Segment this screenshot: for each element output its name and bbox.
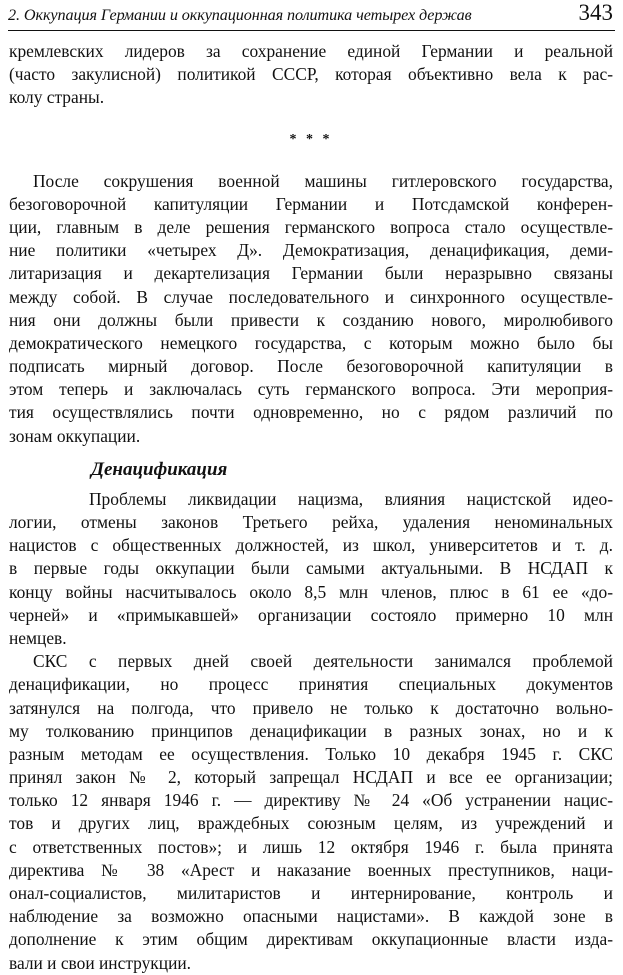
text-line: онал-социалистов, милитаристов и интернирование, контроль и [9,883,613,903]
text-line: логии, отмены законов Третьего рейха, удаления неноминальных [9,512,613,532]
paragraph-politics-four-d [9,170,613,448]
paragraph-denazification-problems [9,488,613,650]
text-line: этом теперь и заключалась суть германского вопроса. Эти мероприя- [9,379,613,400]
section-heading: Денацификация [91,458,228,480]
text-line: концу войны насчитывалось около 8,5 млн членов, плюс в 61 ее «до- [9,581,613,602]
text-line: демократического немецкого государства, с которым можно было бы [9,332,613,353]
text-line: в первые годы оккупации были самыми актуальными. В НСДАП к [9,558,613,579]
text-line: ние политики «четырех Д». Демократизация, денацификация, деми- [9,240,613,261]
text-line: литаризация и декартелизация Германии были неразрывно связаны [9,263,613,284]
text-line: разным методам ее осуществления. Только 10 декабря 1945 г. СКС [9,743,613,764]
text-line: зонам оккупации. [9,425,141,446]
text-line: наблюдение за возможно опасными нацистами». В каждой зоне в [9,906,613,927]
text-line: вали и свои инструкции. [9,952,192,973]
text-line: ции, главным в деле решения германского вопроса стало осуществле- [9,216,613,237]
text-line: с ответственных постов»; и лишь 12 октября 1946 г. была принята [9,836,613,857]
text-line: Проблемы ликвидации нацизма, влияния нацистской идео- [89,488,613,509]
text-line: безоговорочной капитуляции Германии и Потсдамской конферен- [9,193,613,214]
text-line: немцев. [9,627,67,648]
text-line: нацистов с общественных должностей, из школ, университетов и т. д. [9,535,613,556]
text-line: дополнение к этим общим директивам оккупационные власти изда- [9,929,613,950]
text-line: кремлевских лидеров за сохранение единой Германии и реальной [9,41,613,61]
running-title: 2. Оккупация Германии и оккупационная политика четырех держав [8,6,472,24]
text-line: принял закон № 2, который запрещал НСДАП и все ее организации; [9,767,613,788]
text-line: ния они должны были привести к созданию нового, миролюбивого [9,309,613,330]
text-line: затянулся на полгода, что привело не только к достаточно вольно- [9,697,613,718]
text-line: тов и других лиц, враждебных союзным целям, из учреждений и [9,813,613,834]
text-line: колу страны. [9,87,105,108]
paragraph-control-council [9,650,613,975]
intro-paragraph [9,40,613,110]
page-number: 343 [578,0,613,25]
running-header [8,0,615,31]
text-line: му толкованию принципов денацификации в разных зонах, но и к [9,720,613,741]
text-line: черней» и «примыкавшей» организации состояло примерно 10 млн [9,604,613,625]
text-line: директива № 38 «Арест и наказание военных преступников, наци- [9,859,613,880]
section-separator: * * * [289,131,333,147]
text-line: подписать мирный договор. После безоговорочной капитуляции в [9,356,613,377]
text-line: После сокрушения военной машины гитлеровского государства, [33,170,613,191]
text-line: (часто закулисной) политикой СССР, которая объективно вела к рас- [9,64,613,85]
text-line: только 12 января 1946 г. — директиву № 24 «Об устранении нацис- [9,790,613,811]
text-line: тия осуществлялись почти одновременно, но с рядом различий по [9,402,613,423]
text-line: СКС с первых дней своей деятельности занимался проблемой [33,651,613,672]
text-line: денацификации, но процесс принятия специальных документов [9,674,613,695]
page-body [9,40,613,975]
text-line: между собой. В случае последовательного и синхронного осуществле- [9,286,613,307]
